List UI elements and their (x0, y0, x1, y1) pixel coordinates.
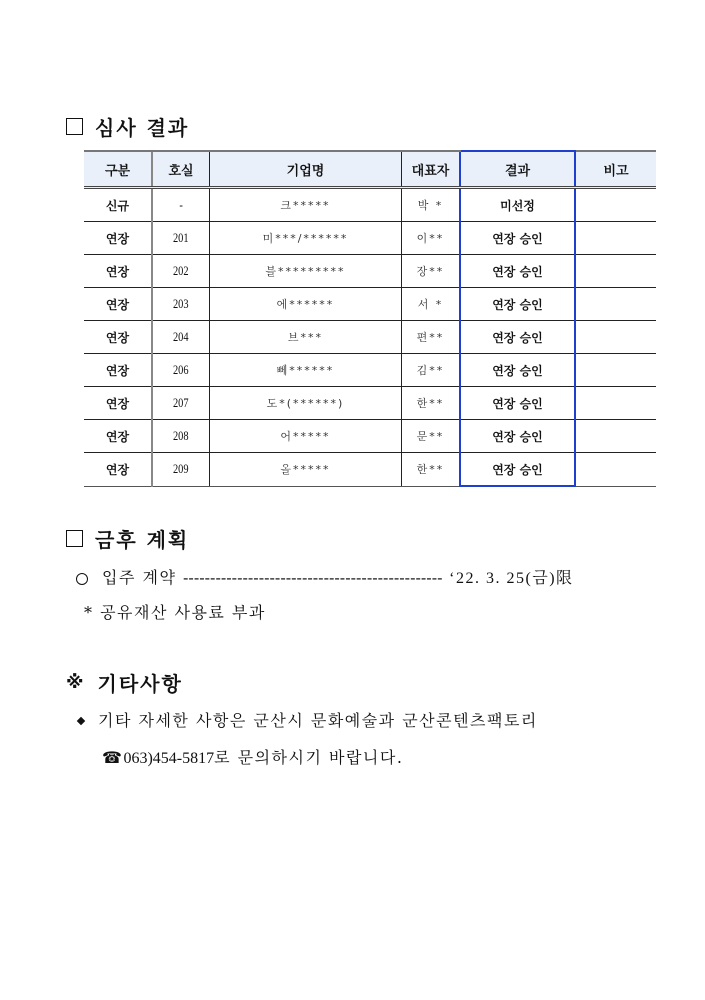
cell-note (575, 453, 656, 487)
plan-item-date: ‘22. 3. 25(금)限 (449, 570, 574, 587)
cell-representative-text: 이** (416, 232, 445, 245)
cell-result (460, 255, 575, 288)
cell-room (152, 288, 210, 321)
cell-company-text: 어***** (280, 430, 331, 443)
phone-number: 063)454-5817 (123, 750, 215, 767)
checkbox-square-icon (66, 118, 83, 135)
other-info-line2 (102, 745, 403, 768)
cell-type-text: 신규 (105, 198, 130, 213)
table-row (84, 420, 656, 453)
cell-type (84, 453, 152, 487)
cell-result (460, 188, 575, 222)
cell-company (210, 453, 402, 487)
cell-company (210, 255, 402, 288)
cell-company (210, 387, 402, 420)
header-representative: 대표자 (402, 151, 461, 188)
cell-representative-text: 한** (416, 463, 445, 477)
cell-company-text: 크***** (280, 199, 331, 212)
cell-room (152, 453, 210, 487)
cell-note (575, 255, 656, 288)
cell-type-text: 연장 (105, 297, 130, 312)
cell-result (460, 288, 575, 321)
cell-type-text: 연장 (105, 264, 130, 279)
section-title: 기타사항 (97, 672, 183, 696)
cell-result (460, 222, 575, 255)
section-title: 심사 결과 (95, 116, 190, 140)
circle-bullet-icon (76, 573, 88, 585)
cell-result-text: 연장 승인 (492, 231, 543, 246)
cell-representative (402, 420, 461, 453)
header-room: 호실 (152, 151, 210, 188)
cell-room-text: 203 (173, 296, 189, 311)
section-heading-review-result (66, 112, 189, 141)
cell-result-text: 미선정 (500, 198, 535, 213)
cell-type (84, 321, 152, 354)
cell-result-text: 연장 승인 (492, 297, 543, 312)
cell-representative (402, 222, 461, 255)
cell-note (575, 222, 656, 255)
cell-room (152, 255, 210, 288)
other-info-line1 (72, 708, 538, 731)
cell-room-text: 201 (173, 230, 189, 245)
cell-room-text: 207 (173, 395, 189, 410)
cell-company (210, 222, 402, 255)
cell-type (84, 222, 152, 255)
dot-leader: ------------------------------------------------ (183, 568, 443, 587)
table-row (84, 288, 656, 321)
cell-type-text: 연장 (105, 363, 130, 378)
cell-company (210, 188, 402, 222)
cell-room (152, 321, 210, 354)
plan-item-label: 입주 계약 (102, 568, 177, 587)
cell-representative-text: 장** (416, 265, 445, 278)
header-company: 기업명 (210, 151, 402, 188)
table-row (84, 321, 656, 354)
cell-result (460, 321, 575, 354)
cell-type-text: 연장 (105, 429, 130, 444)
cell-company (210, 321, 402, 354)
cell-company (210, 354, 402, 387)
cell-representative-text: 문** (416, 430, 445, 443)
table-header-row (84, 151, 656, 188)
cell-type-text: 연장 (105, 462, 130, 477)
cell-note (575, 321, 656, 354)
cell-representative-text: 한** (416, 397, 445, 410)
cell-room-text: 202 (173, 263, 189, 278)
cell-representative-text: 박 * (417, 199, 444, 212)
cell-room (152, 188, 210, 222)
table-row (84, 387, 656, 420)
diamond-bullet-icon (77, 716, 85, 724)
table-row (84, 188, 656, 222)
cell-company-text: 올***** (280, 463, 331, 477)
table-row (84, 354, 656, 387)
cell-representative-text: 편** (416, 331, 445, 344)
cell-representative (402, 453, 461, 487)
cell-room-text: 209 (173, 461, 189, 477)
reference-mark-icon: ※ (66, 672, 86, 693)
cell-representative (402, 387, 461, 420)
cell-room (152, 420, 210, 453)
cell-company-text: 뻬****** (276, 364, 335, 377)
section-heading-future-plan (66, 524, 189, 553)
header-note: 비고 (575, 151, 656, 188)
cell-representative-text: 김** (416, 364, 445, 377)
cell-representative-text: 서 * (417, 298, 444, 311)
cell-result (460, 387, 575, 420)
cell-result-text: 연장 승인 (492, 429, 543, 444)
cell-company (210, 420, 402, 453)
cell-note (575, 420, 656, 453)
cell-result-text: 연장 승인 (492, 330, 543, 345)
cell-type-text: 연장 (105, 330, 130, 345)
cell-type (84, 420, 152, 453)
cell-room-text: 206 (173, 362, 189, 377)
cell-room-text: - (179, 197, 183, 212)
cell-type (84, 255, 152, 288)
review-result-table (84, 150, 656, 487)
cell-note (575, 387, 656, 420)
cell-company-text: 블********* (265, 265, 346, 278)
cell-representative (402, 354, 461, 387)
cell-company-text: 도*(******) (266, 397, 345, 410)
cell-representative (402, 188, 461, 222)
table-row (84, 453, 656, 487)
cell-result (460, 420, 575, 453)
cell-representative (402, 255, 461, 288)
header-type: 구분 (84, 151, 152, 188)
phone-icon: ☎ (102, 748, 124, 767)
other-info-text: 기타 자세한 사항은 군산시 문화예술과 군산콘텐츠팩토리 (98, 711, 538, 730)
cell-type-text: 연장 (105, 396, 130, 411)
cell-note (575, 354, 656, 387)
cell-note (575, 188, 656, 222)
checkbox-square-icon (66, 530, 83, 547)
cell-type-text: 연장 (105, 231, 130, 246)
table-row (84, 222, 656, 255)
cell-room-text: 208 (173, 428, 189, 443)
plan-footnote: * 공유재산 사용료 부과 (84, 603, 266, 622)
section-title: 금후 계획 (95, 528, 190, 552)
header-result: 결과 (460, 151, 575, 188)
cell-room (152, 354, 210, 387)
cell-result-text: 연장 승인 (492, 264, 543, 279)
other-info-text: 로 문의하시기 바랍니다. (214, 748, 404, 767)
cell-room (152, 387, 210, 420)
cell-result-text: 연장 승인 (492, 363, 543, 378)
cell-type (84, 188, 152, 222)
cell-note (575, 288, 656, 321)
cell-type (84, 288, 152, 321)
cell-room (152, 222, 210, 255)
cell-company-text: 브*** (287, 331, 324, 344)
cell-result-text: 연장 승인 (492, 396, 543, 411)
cell-representative (402, 288, 461, 321)
cell-representative (402, 321, 461, 354)
section-heading-other (66, 668, 183, 697)
cell-room-text: 204 (173, 329, 189, 344)
cell-company (210, 288, 402, 321)
cell-result (460, 453, 575, 487)
cell-result-text: 연장 승인 (492, 462, 543, 477)
plan-item-move-in-contract (76, 565, 574, 588)
cell-result (460, 354, 575, 387)
cell-company-text: 에****** (276, 298, 335, 311)
table-row (84, 255, 656, 288)
cell-type (84, 387, 152, 420)
cell-company-text: 미***/****** (262, 232, 349, 245)
cell-type (84, 354, 152, 387)
